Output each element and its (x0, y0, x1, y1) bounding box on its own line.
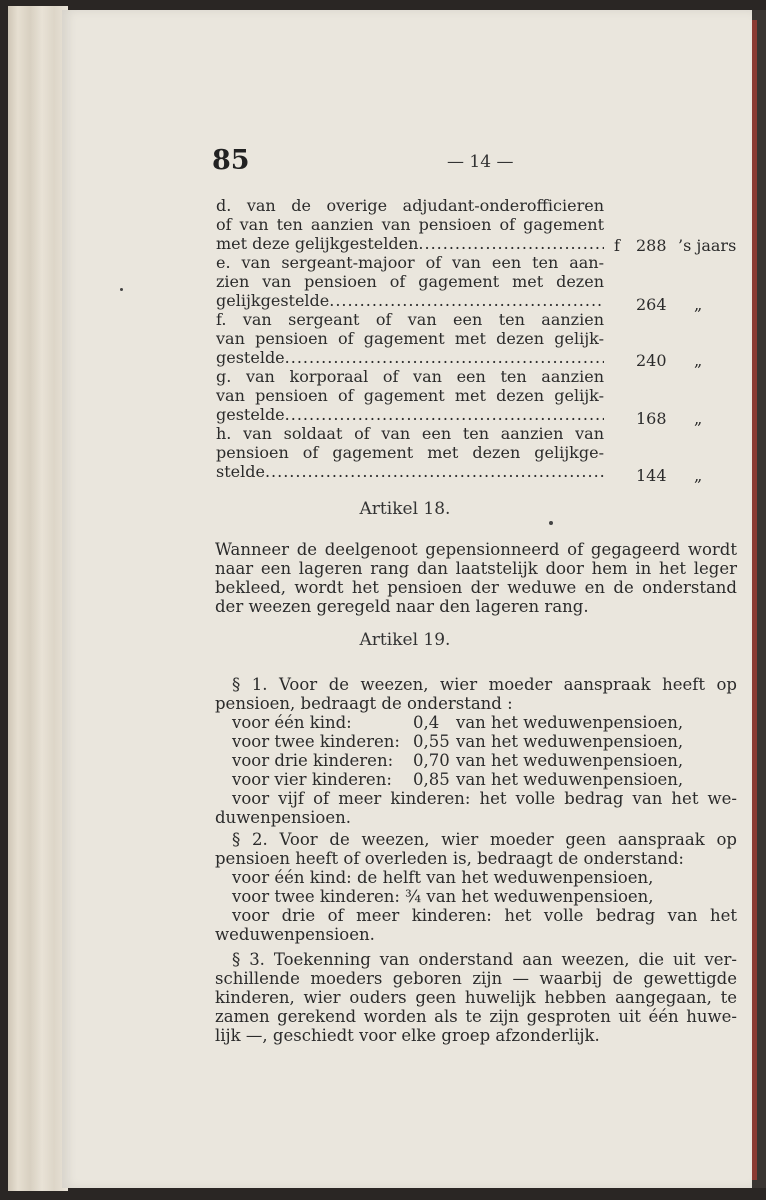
article-18-line: naar een lageren rang dan laatstelijk door hem in het leger (215, 559, 737, 578)
pension-row-dotted: gestelde ..... (216, 348, 604, 367)
article-19-s3-line: zamen gerekend worden als te zijn gesproten uit één huwe- (215, 1007, 737, 1026)
s2-tail-line: voor drie of meer kinderen: het volle bedrag van het (232, 906, 737, 925)
pension-unit: ’s jaars (678, 236, 737, 255)
article-19-s2-line: § 2. Voor de weezen, wier moeder geen aanspraak op (232, 830, 737, 849)
pension-unit: „ (694, 351, 703, 370)
s1-item-label: voor drie kinderen: (232, 751, 394, 770)
s1-item-text: van het weduwenpensioen, (456, 713, 684, 732)
article-19-s1-line: pensioen, bedraagt de onderstand : (215, 694, 513, 713)
pension-row-text: zien van pensioen of gagement met dezen (216, 272, 604, 291)
article-19-heading: Artikel 19. (359, 630, 451, 650)
pension-row-dotted: gestelde ..... (216, 405, 604, 424)
article-19-s3-line: schillende moeders geboren zijn — waarbij de gewettigde (215, 969, 737, 988)
article-19-s2-line: pensioen heeft of overleden is, bedraagt de onderstand: (215, 849, 684, 868)
article-19-s3-line: lijk —, geschiedt voor elke groep afzonderlijk. (215, 1026, 600, 1045)
pension-unit: „ (694, 295, 703, 314)
article-18-line: der weezen geregeld naar den lageren rang. (215, 597, 589, 616)
paper-speck (120, 288, 123, 291)
pension-amount: 264 (636, 295, 667, 314)
book-page-edges (8, 6, 68, 1191)
pension-row-text: van pensioen of gagement met dezen gelijk- (216, 329, 604, 348)
pension-row-text: e. van sergeant-majoor of van een ten aan- (216, 253, 604, 272)
s1-item-value: 0,70 (413, 751, 450, 770)
pension-amount: 288 (636, 236, 667, 255)
s1-item-label: voor één kind: (232, 713, 352, 732)
article-19-s1-line: § 1. Voor de weezen, wier moeder aanspraak heeft op (232, 675, 737, 694)
s2-tail-line: weduwenpensioen. (215, 925, 375, 944)
pension-currency: f (614, 236, 620, 255)
pension-amount: 168 (636, 409, 667, 428)
pension-row-text: of van ten aanzien van pensioen of gagement (216, 215, 604, 234)
page-number: 85 (212, 145, 250, 176)
s2-item: voor twee kinderen: ¾ van het weduwenpensioen, (232, 887, 654, 906)
s1-item-label: voor vier kinderen: (232, 770, 392, 789)
s1-item-value: 0,85 (413, 770, 450, 789)
pension-row-text: pensioen of gagement met dezen gelijkge- (216, 443, 604, 462)
s1-item-text: van het weduwenpensioen, (456, 732, 684, 751)
s1-item-value: 0,55 (413, 732, 450, 751)
s2-item: voor één kind: de helft van het weduwenpensioen, (232, 868, 654, 887)
pension-row-dotted: gelijkgestelde ..... (216, 291, 604, 310)
s1-item-value: 0,4 (413, 713, 440, 732)
article-19-s3-line: § 3. Toekenning van onderstand aan weezen, die uit ver- (232, 950, 737, 969)
pension-row-dotted: met deze gelijkgestelden ..... (216, 234, 604, 253)
pension-row-text: van pensioen of gagement met dezen gelijk- (216, 386, 604, 405)
pension-unit: „ (694, 466, 703, 485)
article-18-line: bekleed, wordt het pensioen der weduwe en de onderstand (215, 578, 737, 597)
pension-amount: 144 (636, 466, 667, 485)
pension-amount: 240 (636, 351, 667, 370)
s1-tail-line: duwenpensioen. (215, 808, 351, 827)
article-18-heading: Artikel 18. (359, 499, 451, 519)
pension-row-text: h. van soldaat of van een ten aanzien van (216, 424, 604, 443)
page-header: — 14 — (447, 152, 514, 172)
pension-row-dotted: stelde ..... (216, 462, 604, 481)
s1-item-label: voor twee kinderen: (232, 732, 400, 751)
red-edge-mark (752, 20, 757, 1180)
pension-row-text: f. van sergeant of van een ten aanzien (216, 310, 604, 329)
s1-tail-line: voor vijf of meer kinderen: het volle bedrag van het we- (232, 789, 737, 808)
article-19-s3-line: kinderen, wier ouders geen huwelijk hebben aangegaan, te (215, 988, 737, 1007)
pension-unit: „ (694, 409, 703, 428)
s1-item-text: van het weduwenpensioen, (456, 751, 684, 770)
paper-speck (549, 521, 553, 525)
pension-row-text: g. van korporaal of van een ten aanzien (216, 367, 604, 386)
s1-item-text: van het weduwenpensioen, (456, 770, 684, 789)
pension-row-text: d. van de overige adjudant-onderofficieren (216, 196, 604, 215)
article-18-line: Wanneer de deelgenoot gepensionneerd of gegageerd wordt (215, 540, 737, 559)
